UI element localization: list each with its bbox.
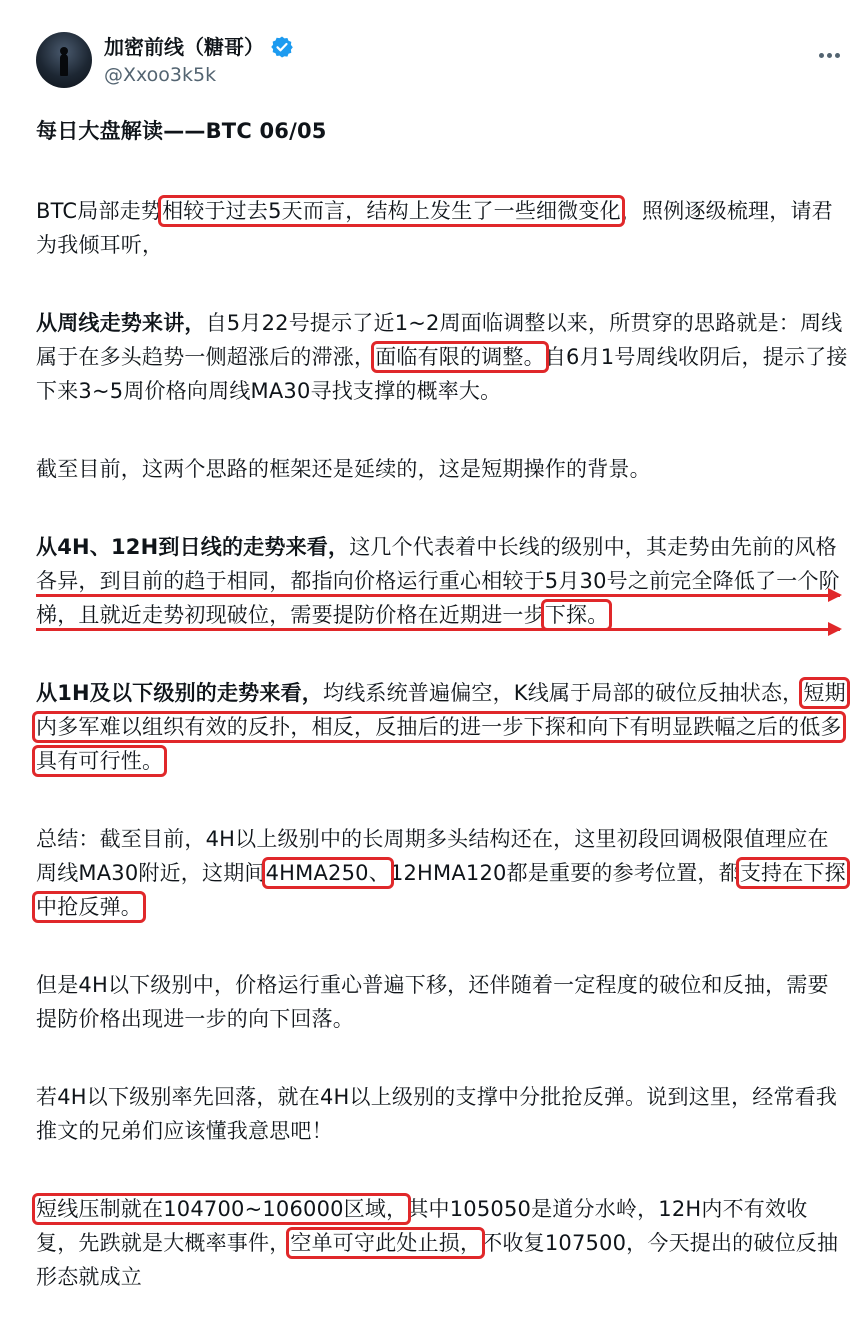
verified-badge-icon — [270, 35, 294, 59]
p4-arrow-1 — [36, 594, 840, 597]
p2-text-a: 自5月22号提示了近1~2周面临调整以来，所贯穿的思路就是：周线属于在多头趋势一侧超涨后的滞涨， — [36, 311, 843, 369]
paragraph-6 — [36, 822, 848, 924]
author-handle[interactable]: @Xxoo3k5k — [104, 64, 217, 86]
p1-text-a: BTC局部走势 — [36, 199, 163, 223]
p6-highlight-2: 支持在下探中抢反弹。 — [36, 861, 846, 919]
p1-highlight: 相较于过去5天而言，结构上发生了一些细微变化 — [162, 199, 621, 223]
post-body — [36, 114, 848, 1338]
author-display-name[interactable] — [104, 34, 294, 60]
paragraph-5 — [36, 676, 848, 778]
paragraph-8: 若4H以下级别率先回落，就在4H以上级别的支撑中分批抢反弹。说到这里，经常看我推文的兄弟们应该懂我意思吧！ — [36, 1085, 838, 1143]
paragraph-1 — [36, 194, 848, 262]
p2-bold-lead: 从周线走势来讲， — [36, 311, 206, 335]
paragraph-3: 截至目前，这两个思路的框架还是延续的，这是短期操作的背景。 — [36, 457, 651, 481]
p2-highlight: 面临有限的调整。 — [375, 345, 545, 369]
post-title: 每日大盘解读——BTC 06/05 — [36, 119, 327, 143]
p9-text-a: 其中105050是道分水岭，12H内不有效收复，先跌就是大概率事件， — [36, 1197, 808, 1255]
p5-highlight: 短期内多军难以组织有效的反扑，相反，反抽后的进一步下探和向下有明显跌幅之后的低多具有可行性。 — [36, 681, 846, 773]
p5-text-a: 均线系统普遍偏空，K线属于局部的破位反抽状态， — [323, 681, 804, 705]
paragraph-2 — [36, 306, 848, 408]
display-name-text: 加密前线（糖哥） — [104, 35, 264, 59]
p6-highlight-1: 4HMA250、 — [265, 861, 390, 885]
p4-highlight: 下探。 — [544, 603, 609, 627]
p4-arrow-2 — [36, 628, 840, 631]
p9-highlight-1: 短线压制就在104700~106000区域， — [36, 1197, 408, 1221]
p4-bold-lead: 从4H、12H到日线的走势来看， — [36, 535, 350, 559]
paragraph-9 — [36, 1192, 848, 1294]
p6-text-a: 总结：截至目前，4H以上级别中的长周期多头结构还在，这里初段回调极限值理应在周线MA30附近，这期间 — [36, 827, 829, 885]
more-options-icon[interactable] — [814, 40, 844, 70]
paragraph-4 — [36, 530, 848, 632]
avatar[interactable] — [36, 32, 92, 88]
p1-text-b: ，照例逐级梳理，请君为我倾耳听， — [36, 199, 833, 257]
p6-text-b: 12HMA120都是重要的参考位置，都 — [389, 861, 740, 885]
author-names — [104, 34, 294, 88]
p5-bold-lead: 从1H及以下级别的走势来看， — [36, 681, 323, 705]
p9-highlight-2: 空单可守此处止损， — [290, 1231, 482, 1255]
p2-text-b: 自6月1号周线收阴后，提示了接下来3~5周价格向周线MA30寻找支撑的概率大。 — [36, 345, 848, 403]
avatar-figure-icon — [60, 54, 68, 76]
p4-text-a: 这几个代表着中长线的级别中，其走势由先前的风格各异，到目前的趋于相同，都指向价格运行重心相较于5月30号之前完全降低了一个阶梯，且就近走势初现破位，需要提防价格在近期进一步 — [36, 535, 840, 627]
post-header — [36, 30, 846, 94]
paragraph-7: 但是4H以下级别中，价格运行重心普遍下移，还伴随着一定程度的破位和反抽，需要提防价格出现进一步的向下回落。 — [36, 973, 829, 1031]
p9-text-b: 不收复107500，今天提出的破位反抽形态就成立 — [36, 1231, 839, 1289]
